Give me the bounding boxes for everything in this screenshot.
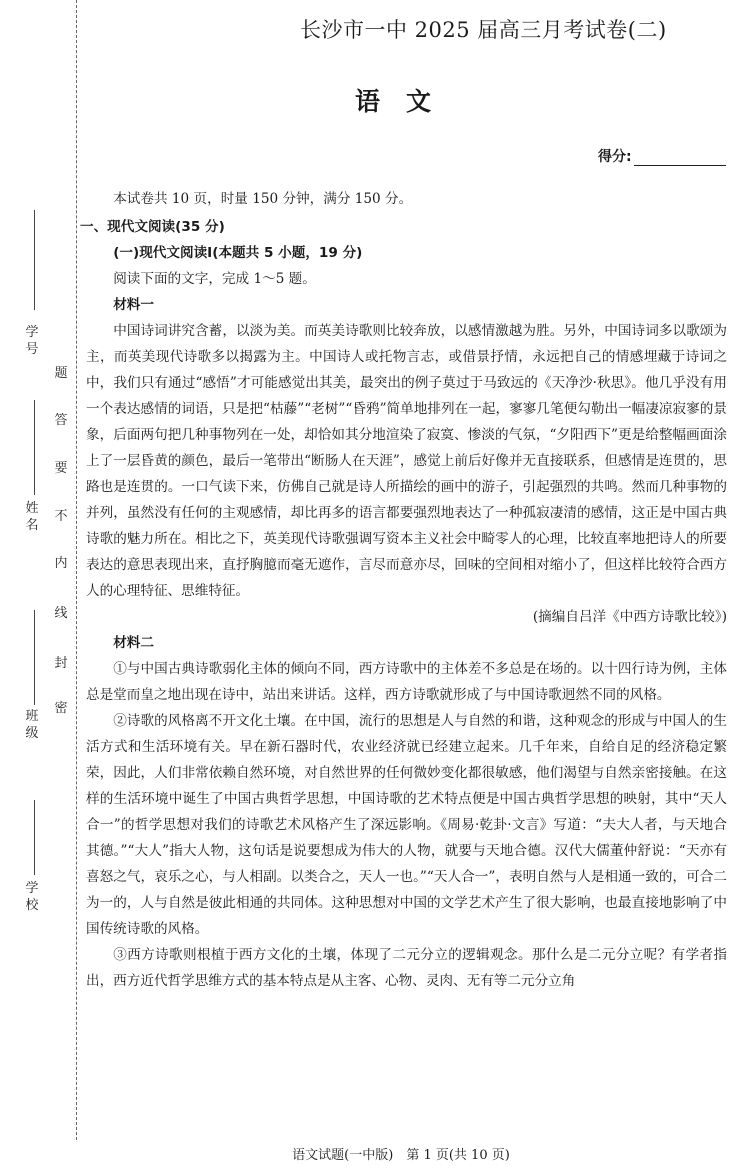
- instruction-text: 阅读下面的文字，完成 1～5 题。: [113, 271, 316, 287]
- section-heading: 一、现代文阅读(35 分): [80, 219, 225, 235]
- seal-char: 答: [54, 413, 68, 428]
- student-id-label: 学号: [25, 325, 39, 357]
- score-blank: [634, 151, 726, 166]
- score-label: 得分:: [598, 149, 632, 165]
- page-footer: 语文试题(一中版) 第 1 页(共 10 页): [292, 1148, 510, 1163]
- class-line: [34, 610, 35, 705]
- seal-char: 线: [54, 606, 68, 621]
- subject-title: 语文: [354, 87, 457, 116]
- material1-body: 中国诗词讲究含蓄，以淡为美。而英美诗歌则比较奔放，以感情激越为胜。另外，中国诗词多以歌颂为主，而英美现代诗歌多以揭露为主。中国诗人或托物言志，或借景抒情，永远把自己的情感埋藏于诗词之中，我们只有通过“感悟”才可能感觉出其美，最突出的例子莫过于马致远的《天净沙·秋思》。他几乎没有用一个表达感情的词语，只是把“枯藤”“老树”“昏鸦”简单地排列在一起，寥寥几笔便勾勒出一幅凄凉寂寥的景象，后面两句把几种事物列在一处，却恰如其分地渲染了寂寞、惨淡的气氛，“夕阳西下”更是给整幅画面涂上了一层昏黄的颜色，最后一笔带出“断肠人在天涯”，感觉上前后好像并无直接联系，但感情是连贯的，思路也是连贯的。一口气读下来，仿佛自己就是诗人所描绘的画中的游子，引起强烈的共鸣。然而几种事物的并列，虽然没有任何的主观感情，却比再多的语言都要强烈地表达了一种孤寂凄清的感情，这正是中国古典诗歌的魅力所在。相比之下，英美现代诗歌强调写资本主义社会中畸零人的心理，比较直率地把诗人的所要表达的意思表现出来，直抒胸臆而毫无遮作，言尽而意亦尽，回味的空间相对缩小了，但这样比较符合西方人的心理特征、思维特征。: [86, 323, 727, 599]
- student-id-line: [34, 210, 35, 310]
- seal-char: 封: [54, 656, 68, 671]
- binding-margin: [0, 0, 80, 1175]
- material2-paragraph-1: ①与中国古典诗歌弱化主体的倾向不同，西方诗歌中的主体差不多总是在场的。以十四行诗为例，主体总是堂而皇之地出现在诗中，站出来讲话。这样，西方诗歌就形成了与中国诗歌迥然不同的风格。: [86, 661, 727, 703]
- school-line: [34, 800, 35, 875]
- material2-paragraph-2: ②诗歌的风格离不开文化土壤。在中国，流行的思想是人与自然的和谐，这种观念的形成与中国人的生活方式和生活环境有关。早在新石器时代，农业经济就已经建立起来。几千年来，自给自足的经济稳定繁荣，因此，人们非常依赖自然环境，对自然世界的任何微妙变化都很敏感，他们渴望与自然亲密接触。在这样的生活环境中诞生了中国古典哲学思想，中国诗歌的艺术特点便是中国古典哲学思想的映射，其中“天人合一”的哲学思想对我们的诗歌艺术风格产生了深远影响。《周易·乾卦·文言》写道：“夫大人者，与天地合其德。”“大人”指大人物，这句话是说要想成为伟大的人物，就要与天地合德。汉代大儒董仲舒说：“天亦有喜怒之气，哀乐之心，与人相副。以类合之，天人一也。”“天人合一”，表明自然与人是相通一致的，可合二为一的，人与自然是彼此相通的共同体。这种思想对中国的文学艺术产生了很大影响，也最直接地影响了中国传统诗歌的风格。: [86, 713, 727, 937]
- seal-dashed-line: [76, 0, 77, 1140]
- name-line: [34, 400, 35, 495]
- subsection-heading: (一)现代文阅读Ⅰ(本题共 5 小题，19 分): [113, 245, 363, 261]
- school-label: 学校: [25, 881, 39, 913]
- exam-title: 长沙市一中 2025 届高三月考试卷(二): [300, 18, 667, 42]
- seal-char: 要: [54, 461, 68, 476]
- seal-char: 不: [54, 509, 68, 524]
- seal-char: 内: [54, 556, 68, 571]
- material1-title: 材料一: [113, 297, 154, 313]
- score-field: [598, 146, 726, 166]
- material2-paragraph-3: ③西方诗歌则根植于西方文化的土壤，体现了二元分立的逻辑观念。那什么是二元分立呢？有学者指出，西方近代哲学思维方式的基本特点是从主客、心物、灵肉、无有等二元分立角: [86, 947, 727, 989]
- intro-text: 本试卷共 10 页，时量 150 分钟，满分 150 分。: [113, 191, 413, 207]
- seal-char: 密: [54, 701, 68, 716]
- name-label: 姓名: [25, 501, 39, 533]
- material1-source: (摘编自吕洋《中西方诗歌比较》): [532, 609, 727, 625]
- seal-char: 题: [54, 366, 68, 381]
- exam-content: [80, 186, 727, 994]
- material2-title: 材料二: [113, 635, 154, 651]
- class-label: 班级: [25, 709, 39, 741]
